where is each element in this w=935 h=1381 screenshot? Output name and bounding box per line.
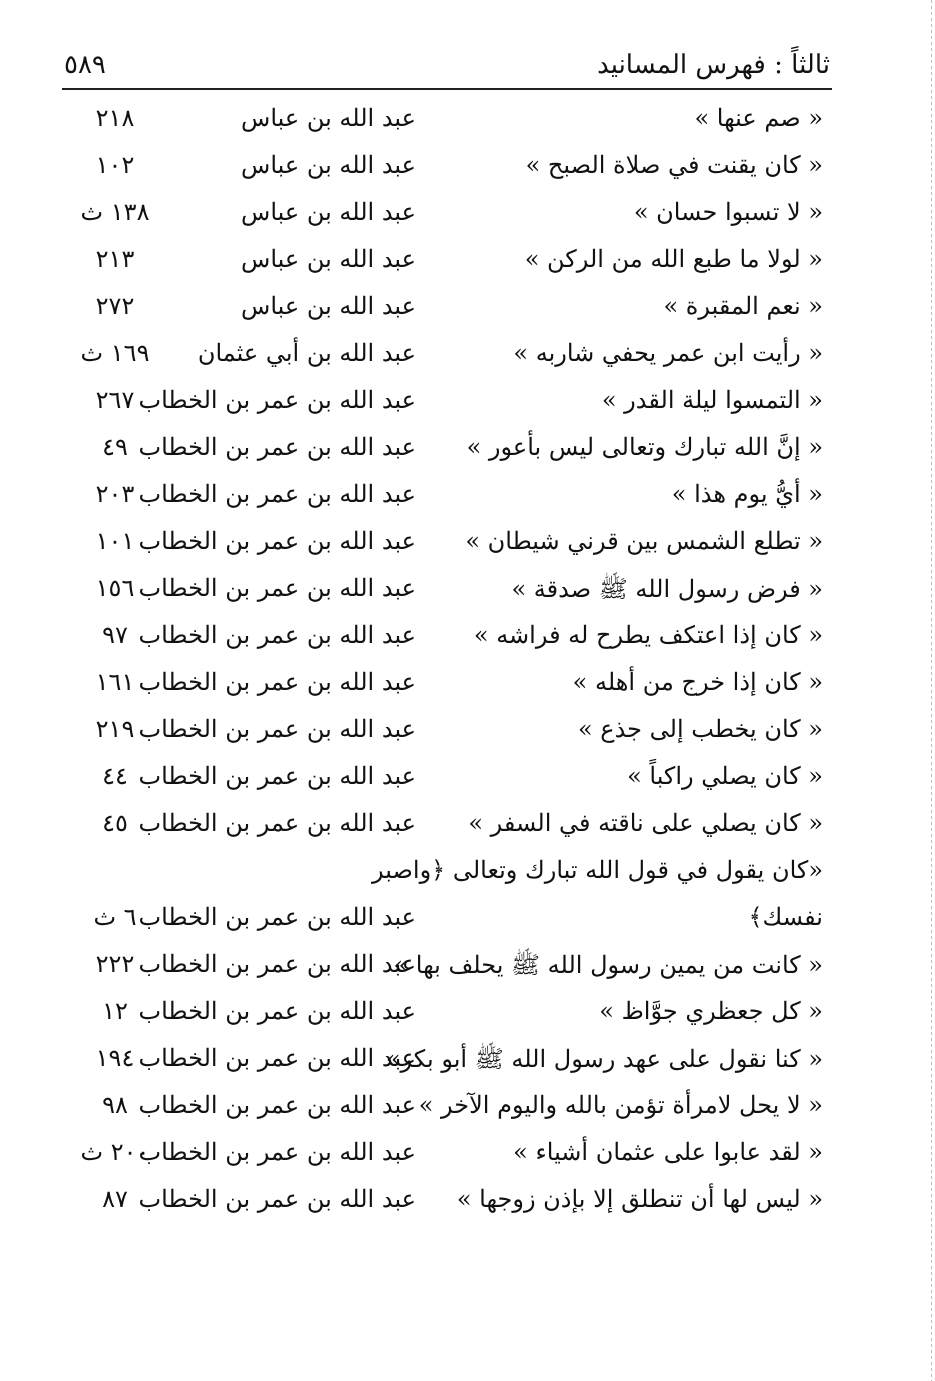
index-row <box>0 707 935 754</box>
narrator-name: عبد الله بن عباس <box>241 104 416 132</box>
index-row-multiline <box>0 848 935 942</box>
index-row <box>0 1177 935 1224</box>
index-row <box>0 801 935 848</box>
page-header <box>62 48 832 90</box>
page-ref: ٢٧٢ <box>95 292 135 320</box>
page-ref: ٢٦٧ <box>95 386 135 414</box>
page-ref: ٤٥ <box>102 809 128 837</box>
page-ref: ٢١٨ <box>95 104 135 132</box>
narrator-name: عبد الله بن عمر بن الخطاب <box>138 950 416 978</box>
index-table <box>0 96 935 1224</box>
page-ref: ٢١٣ <box>95 245 135 273</box>
index-row <box>0 660 935 707</box>
hadith-text: « كان يخطب إلى جذع » <box>577 715 823 743</box>
index-row <box>0 989 935 1036</box>
page-ref: ٩٨ <box>102 1091 128 1119</box>
page-ref: ٤٩ <box>102 433 128 461</box>
hadith-text-line1: «كان يقول في قول الله تبارك وتعالى ﴿واصبر <box>372 856 823 884</box>
index-row <box>0 143 935 190</box>
index-row <box>0 1083 935 1130</box>
page-ref: ١٦٩ ث <box>80 339 150 367</box>
narrator-name: عبد الله بن عمر بن الخطاب <box>138 809 416 837</box>
section-title: ثالثاً : فهرس المسانيد <box>597 50 830 80</box>
narrator-name: عبد الله بن عمر بن الخطاب <box>138 1091 416 1119</box>
hadith-text: « صم عنها » <box>694 104 823 132</box>
narrator-name: عبد الله بن عمر بن الخطاب <box>138 903 416 931</box>
page-ref: ٢٢٢ <box>95 950 135 978</box>
hadith-text: « كان يصلي على ناقته في السفر » <box>468 809 823 837</box>
hadith-text: « لولا ما طبع الله من الركن » <box>524 245 823 273</box>
hadith-text: « كل جعظري جوَّاظ » <box>599 997 823 1025</box>
narrator-name: عبد الله بن عمر بن الخطاب <box>138 997 416 1025</box>
index-row <box>0 942 935 989</box>
page-ref: ٦ ث <box>93 903 137 931</box>
index-row <box>0 96 935 143</box>
hadith-text: « كان يقنت في صلاة الصبح » <box>525 151 823 179</box>
index-row <box>0 1036 935 1083</box>
page-number: ٥٨٩ <box>64 50 106 80</box>
narrator-name: عبد الله بن عمر بن الخطاب <box>138 715 416 743</box>
page-ref: ٤٤ <box>102 762 128 790</box>
narrator-name: عبد الله بن عمر بن الخطاب <box>138 527 416 555</box>
index-row <box>0 1130 935 1177</box>
hadith-text: « التمسوا ليلة القدر » <box>601 386 823 414</box>
page-ref: ١٦١ <box>95 668 135 696</box>
hadith-text: « رأيت ابن عمر يحفي شاربه » <box>513 339 823 367</box>
scan-edge-line <box>931 0 932 1381</box>
page-ref: ١٥٦ <box>95 574 135 602</box>
page-ref: ٩٧ <box>102 621 128 649</box>
hadith-text: « كان يصلي راكباً » <box>627 762 823 790</box>
page-ref: ١٢ <box>102 997 128 1025</box>
hadith-text: « كنا نقول على عهد رسول الله ﷺ أبو بكر» <box>385 1045 823 1073</box>
index-row <box>0 754 935 801</box>
narrator-name: عبد الله بن عمر بن الخطاب <box>138 621 416 649</box>
index-row <box>0 519 935 566</box>
narrator-name: عبد الله بن أبي عثمان <box>197 339 416 367</box>
hadith-text: « تطلع الشمس بين قرني شيطان » <box>465 527 823 555</box>
page-ref: ١٩٤ <box>95 1044 135 1072</box>
index-row <box>0 613 935 660</box>
narrator-name: عبد الله بن عمر بن الخطاب <box>138 480 416 508</box>
narrator-name: عبد الله بن عمر بن الخطاب <box>138 433 416 461</box>
narrator-name: عبد الله بن عمر بن الخطاب <box>138 386 416 414</box>
page-ref: ٨٧ <box>102 1185 128 1213</box>
hadith-text: « لا يحل لامرأة تؤمن بالله واليوم الآخر » <box>418 1091 823 1119</box>
hadith-text: « كانت من يمين رسول الله ﷺ يحلف بها » <box>393 951 823 979</box>
index-row <box>0 331 935 378</box>
hadith-text: « كان إذا خرج من أهله » <box>572 668 823 696</box>
page-ref: ١٠١ <box>95 527 135 555</box>
page-ref: ١٠٢ <box>95 151 135 179</box>
index-row <box>0 190 935 237</box>
hadith-text: « لقد عابوا على عثمان أشياء » <box>513 1138 823 1166</box>
hadith-text: « أيُّ يوم هذا » <box>671 480 823 508</box>
hadith-text: « فرض رسول الله ﷺ صدقة » <box>511 575 823 603</box>
page-ref: ٢١٩ <box>95 715 135 743</box>
page-ref: ٢٠٠ ث <box>80 1138 150 1166</box>
narrator-name: عبد الله بن عمر بن الخطاب <box>138 1185 416 1213</box>
narrator-name: عبد الله بن عمر بن الخطاب <box>138 1138 416 1166</box>
index-row <box>0 425 935 472</box>
narrator-name: عبد الله بن عمر بن الخطاب <box>138 1044 416 1072</box>
hadith-text: « ليس لها أن تنطلق إلا بإذن زوجها » <box>456 1185 823 1213</box>
page-ref: ٢٠٣ <box>95 480 135 508</box>
hadith-text: « نعم المقبرة » <box>663 292 823 320</box>
index-row <box>0 566 935 613</box>
hadith-text-line2: نفسك﴾ <box>748 903 823 931</box>
hadith-text: « لا تسبوا حسان » <box>633 198 823 226</box>
narrator-name: عبد الله بن عباس <box>241 198 416 226</box>
page-ref: ١٣٨ ث <box>80 198 150 226</box>
narrator-name: عبد الله بن عمر بن الخطاب <box>138 762 416 790</box>
narrator-name: عبد الله بن عمر بن الخطاب <box>138 574 416 602</box>
narrator-name: عبد الله بن عباس <box>241 292 416 320</box>
narrator-name: عبد الله بن عباس <box>241 151 416 179</box>
narrator-name: عبد الله بن عباس <box>241 245 416 273</box>
index-row <box>0 472 935 519</box>
index-row <box>0 284 935 331</box>
index-row <box>0 237 935 284</box>
hadith-text: « كان إذا اعتكف يطرح له فراشه » <box>473 621 823 649</box>
narrator-name: عبد الله بن عمر بن الخطاب <box>138 668 416 696</box>
hadith-text: « إنَّ الله تبارك وتعالى ليس بأعور » <box>466 433 823 461</box>
index-row <box>0 378 935 425</box>
